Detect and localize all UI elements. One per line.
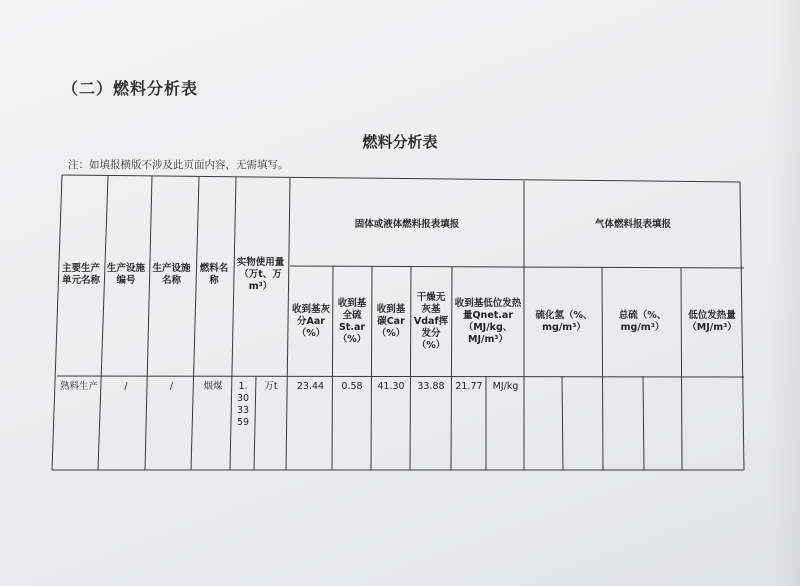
header-facility-code: 生产设施编号	[106, 263, 145, 286]
cell-star: 0.58	[341, 381, 363, 392]
cell-usage-unit: 万t	[264, 381, 278, 392]
cell-vdaf: 33.88	[417, 381, 445, 392]
cell-qnet-unit: MJ/kg	[492, 381, 519, 392]
header-qnet: 收到基低位发热量Qnet.ar（MJ/kg、MJ/m³）	[454, 298, 522, 345]
header-car: 收到基碳Car（%）	[376, 304, 406, 339]
table-note: 注：如填报横版不涉及此页面内容，无需填写。	[68, 159, 289, 171]
header-aar: 收到基灰分Aar（%）	[292, 304, 331, 339]
cell-facility-name: /	[169, 381, 174, 392]
cell-car: 41.30	[377, 381, 405, 392]
header-usage: 实物使用量（万t、万m³）	[236, 257, 285, 292]
cell-unit: 熟料生产	[60, 381, 99, 392]
cell-aar: 23.44	[296, 381, 325, 392]
header-fuel-name: 燃料名称	[199, 263, 229, 286]
section-title: （二）燃料分析表	[62, 79, 199, 98]
header-star: 收到基全硫St.ar（%）	[337, 298, 367, 345]
table-title: 燃料分析表	[362, 133, 438, 151]
header-lhv: 低位发热量（MJ/m³）	[687, 310, 737, 333]
cell-fuel-name: 烟煤	[203, 381, 223, 392]
cell-facility-code: /	[124, 381, 128, 392]
header-total-sulfur: 总硫（%、mg/m³）	[618, 310, 667, 333]
header-solid-group: 固体或液体燃料报表填报	[354, 219, 460, 230]
cell-qnet-value: 21.77	[455, 381, 483, 392]
header-unit: 主要生产单元名称	[61, 263, 100, 286]
header-h2s: 硫化氢（%、mg/m³）	[535, 310, 593, 333]
cell-usage-value: 1.303359	[236, 381, 250, 428]
header-vdaf: 干燥无灰基Vdaf挥发分（%）	[413, 292, 449, 351]
header-facility-name: 生产设施名称	[152, 263, 191, 286]
header-gas-group: 气体燃料报表填报	[594, 219, 671, 230]
